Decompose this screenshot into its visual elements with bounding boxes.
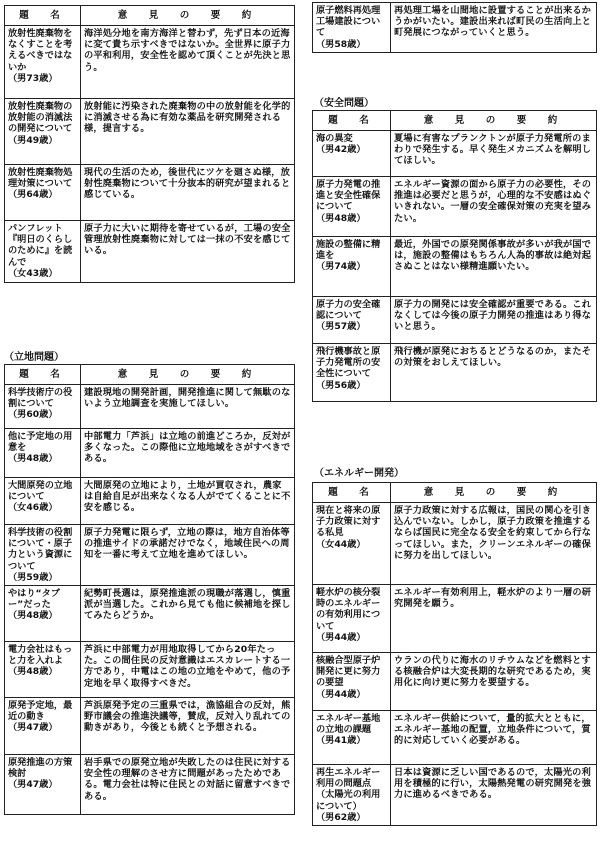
row-author: （男56歳） bbox=[316, 379, 366, 391]
row-title: やはり“タブー”だった bbox=[8, 588, 60, 611]
header-row bbox=[313, 483, 597, 503]
table-row bbox=[313, 177, 597, 237]
row-author: （男59歳） bbox=[8, 571, 58, 583]
row-opinion: 原子力の開発には安全確認が重要である。これなくしては今後の原子力開発の推進はあり得ないと思う。 bbox=[391, 297, 597, 344]
row-title: 科学技術の役割について・原子力という資源について bbox=[8, 527, 73, 572]
continuation-table bbox=[312, 2, 597, 53]
row-title: 原子燃料再処理工場建設について bbox=[316, 5, 381, 39]
row-title: パンフレット『明日のくらしのために』を読んで bbox=[8, 223, 73, 268]
table-row bbox=[313, 3, 597, 53]
row-title: 原子力発電の推進と安全性確保について bbox=[316, 179, 381, 213]
row-title: 科学技術庁の役割について bbox=[8, 387, 73, 410]
header-row bbox=[313, 111, 597, 131]
row-opinion: 日本は資源に乏しい国であるので，太陽光の利用を積極的に行い，太陽熱発電の研究開発を強力に進めるべきである。 bbox=[391, 765, 597, 826]
row-opinion: エネルギー有効利用上，軽水炉のより一層の研究開発を願う。 bbox=[391, 585, 597, 653]
section-label-siting: （立地問題） bbox=[4, 352, 64, 363]
table-row bbox=[5, 755, 295, 815]
table-row bbox=[5, 642, 295, 698]
table-row bbox=[313, 653, 597, 711]
table-row bbox=[313, 711, 597, 765]
header-row bbox=[5, 365, 295, 385]
row-title: 原発予定地，最近の動き bbox=[8, 700, 73, 723]
row-opinion: 再処理工場を山間地に設置することが出来るかうかがいたい。建設出来れば町民の生活向上と町発展につながっていくと思う。 bbox=[391, 3, 597, 53]
row-opinion: エネルギー供給について，量的拡大とともに，エネルギー基地の配置，立地条件について，質的に対応していく必要がある。 bbox=[391, 711, 597, 765]
row-author: （男48歳） bbox=[8, 666, 58, 678]
row-opinion: 現代の生活のため，後世代にツケを廻さぬ様，放射性廃棄物について十分抜本的研究が望まれると感じている。 bbox=[81, 165, 295, 221]
row-opinion: 夏場に有害なプランクトンが原子力発電所のまわりで発生する。早く発生メカニズムを解明してほしい。 bbox=[391, 131, 597, 177]
table-row bbox=[5, 99, 295, 165]
row-title: 原子力の安全確認について bbox=[316, 299, 381, 322]
row-title: エネルギー基地の立地の課題 bbox=[316, 713, 381, 736]
section-label-safety: （安全問題） bbox=[314, 98, 374, 109]
table-row bbox=[5, 385, 295, 429]
row-author: （男74歳） bbox=[316, 261, 366, 273]
table-row bbox=[5, 478, 295, 525]
table-row bbox=[313, 503, 597, 585]
row-opinion: 大間原発の立地により，土地が買収され，農家は自給自足が出来なくなる人がでてくることに不安を感じる。 bbox=[81, 478, 295, 525]
siting-table bbox=[4, 364, 295, 815]
row-title: 原発推進の方策検討 bbox=[8, 757, 73, 780]
row-author: （男64歳） bbox=[8, 189, 58, 201]
table-row bbox=[5, 26, 295, 99]
row-opinion: 最近，外国での原発関係事故が多いが我が国では，施設の整備はもちろん人為的事故は絶対起さぬことはない様精進願いたい。 bbox=[391, 237, 597, 297]
table-row bbox=[313, 765, 597, 826]
row-author: （男60歳） bbox=[8, 409, 58, 421]
title-header: 題 名 bbox=[313, 483, 391, 503]
row-opinion: 原子力に大いに期待を寄せているが，工場の安全管理放射性廃棄物に対しては一抹の不安を感じている。 bbox=[81, 221, 295, 283]
row-opinion: 海洋処分地を南方海洋と替わず，先ず日本の近海に変て貴ち示すべきではないか。全世界に原子力の平和利用，安全性を認めて頂くことが先決と思う。 bbox=[81, 26, 295, 99]
table-row bbox=[5, 525, 295, 586]
row-opinion: ウランの代りに海水のリチウムなどを燃料とする核融合炉は大変長期的な研究であるため，実用化に向け更に努力を要望する。 bbox=[391, 653, 597, 711]
title-header: 題 名 bbox=[5, 6, 81, 26]
table-row bbox=[5, 221, 295, 283]
row-title: 施設の整備に精進を bbox=[316, 239, 381, 262]
table-row bbox=[5, 429, 295, 478]
row-author: （男44歳） bbox=[316, 688, 366, 700]
row-title: 放射性廃棄物をなくすことを考えるべきではないか bbox=[8, 28, 73, 73]
row-opinion: 飛行機が原発におちるとどうなるのか，またその対策をおしえてほしい。 bbox=[391, 344, 597, 402]
left-top-table bbox=[4, 5, 295, 283]
row-title: 飛行機事故と原子力発電所の安全性について bbox=[316, 346, 381, 380]
row-opinion: エネルギー資源の面から原子力の必要性，その推進は必要だと思うが，心理的な不安感はぬぐいきれない。一層の安全確保対策の充実を望みたい。 bbox=[391, 177, 597, 237]
row-title: 現在と将来の原子力政策に対する私見 bbox=[316, 505, 381, 539]
row-opinion: 建設現地の開発計画，開発推進に関して無駄のないよう立地調査を実施してほしい。 bbox=[81, 385, 295, 429]
row-title: 電力会社はもっと力を入れよ bbox=[8, 644, 73, 667]
row-author: （男58歳） bbox=[316, 38, 366, 50]
row-title: 核融合型原子炉開発に更に努力の要望 bbox=[316, 655, 381, 689]
table-row bbox=[5, 165, 295, 221]
row-author: （男47歳） bbox=[8, 779, 58, 791]
safety-table bbox=[312, 110, 597, 402]
row-opinion: 原子力政策に対する広報は，国民の関心を引き込んでいない。しかし，原子力政策を推進するならば国民に完全なる安全を約束してから行なってほしい。また，クリーンエネルギーの確保に努力を出してほしい。 bbox=[391, 503, 597, 585]
title-header: 題 名 bbox=[5, 365, 81, 385]
table-row bbox=[5, 586, 295, 642]
row-title: 他に予定地の用意を bbox=[8, 431, 73, 454]
opinion-header: 意 見 の 要 約 bbox=[81, 365, 295, 385]
row-title: 再生エネルギー利用の問題点（太陽光の利用について） bbox=[316, 767, 381, 812]
row-author: （女44歳） bbox=[316, 538, 366, 550]
row-author: （男48歳） bbox=[8, 453, 58, 465]
row-author: （男73歳） bbox=[8, 72, 58, 84]
row-title: 放射性廃棄物の放射能の消滅法の開発について bbox=[8, 101, 73, 135]
row-author: （男41歳） bbox=[316, 735, 366, 747]
opinion-header: 意 見 の 要 約 bbox=[391, 111, 597, 131]
row-author: （男44歳） bbox=[316, 631, 366, 643]
row-title: 軽水炉の核分裂時のエネルギーの有効利用について bbox=[316, 587, 381, 632]
energy-table bbox=[312, 482, 597, 826]
row-author: （男48歳） bbox=[316, 212, 366, 224]
table-row bbox=[313, 237, 597, 297]
row-author: （男49歳） bbox=[8, 134, 58, 146]
row-opinion: 紀勢町長選は，原発推進派の現職が落選し，慎重派が当選した。これから見ても他に候補地を探してみたらどうか。 bbox=[81, 586, 295, 642]
row-opinion: 中部電力「芦浜」は立地の前進どころか，反対が多くなった。この際他に立地地域をさがすべきである。 bbox=[81, 429, 295, 478]
row-opinion: 岩手県での原発立地が失敗したのは住民に対する安全性の理解のさせ方に問題があったためである。電力会社は特に住民との対話に留意すべきである。 bbox=[81, 755, 295, 815]
row-title: 大間原発の立地について bbox=[8, 480, 73, 503]
row-author: （男48歳） bbox=[8, 610, 58, 622]
row-author: （男57歳） bbox=[316, 321, 366, 333]
title-header: 題 名 bbox=[313, 111, 391, 131]
section-label-energy: （エネルギー開発） bbox=[314, 468, 404, 479]
header-row bbox=[5, 6, 295, 26]
row-title: 放射性廃棄物処理対策について bbox=[8, 167, 73, 190]
row-opinion: 芦浜に中部電力が用地取得してから20年たった。この間住民の反対意識はエスカレートする一方であり，中電はこの地の立地をやめて，他の予定地を早く取得すべきだ。 bbox=[81, 642, 295, 698]
row-opinion: 芦浜原発予定の三重県では，漁協組合の反対，熊野市議会の推進決議等，賛成，反対入り乱れての動きがあり，今後とも続くと予想される。 bbox=[81, 698, 295, 755]
table-row bbox=[313, 131, 597, 177]
table-row bbox=[313, 344, 597, 402]
row-title: 海の異変 bbox=[316, 133, 353, 144]
row-author: （男47歳） bbox=[8, 722, 58, 734]
row-author: （男42歳） bbox=[316, 144, 366, 156]
table-row bbox=[313, 585, 597, 653]
table-row bbox=[5, 698, 295, 755]
row-opinion: 原子力発電に限らず，立地の際は，地方自治体等の推進サイドの承諾だけでなく，地域住民への周知を一番に考えて立地を進めてほしい。 bbox=[81, 525, 295, 586]
row-author: （女43歳） bbox=[8, 267, 58, 279]
opinion-header: 意 見 の 要 約 bbox=[81, 6, 295, 26]
row-author: （女46歳） bbox=[8, 502, 58, 514]
row-author: （男62歳） bbox=[316, 811, 366, 823]
table-row bbox=[313, 297, 597, 344]
opinion-header: 意 見 の 要 約 bbox=[391, 483, 597, 503]
row-opinion: 放射能に汚染された廃棄物の中の放射能を化学的に消滅させる為に有効な薬品を研究開発される様，提言する。 bbox=[81, 99, 295, 165]
